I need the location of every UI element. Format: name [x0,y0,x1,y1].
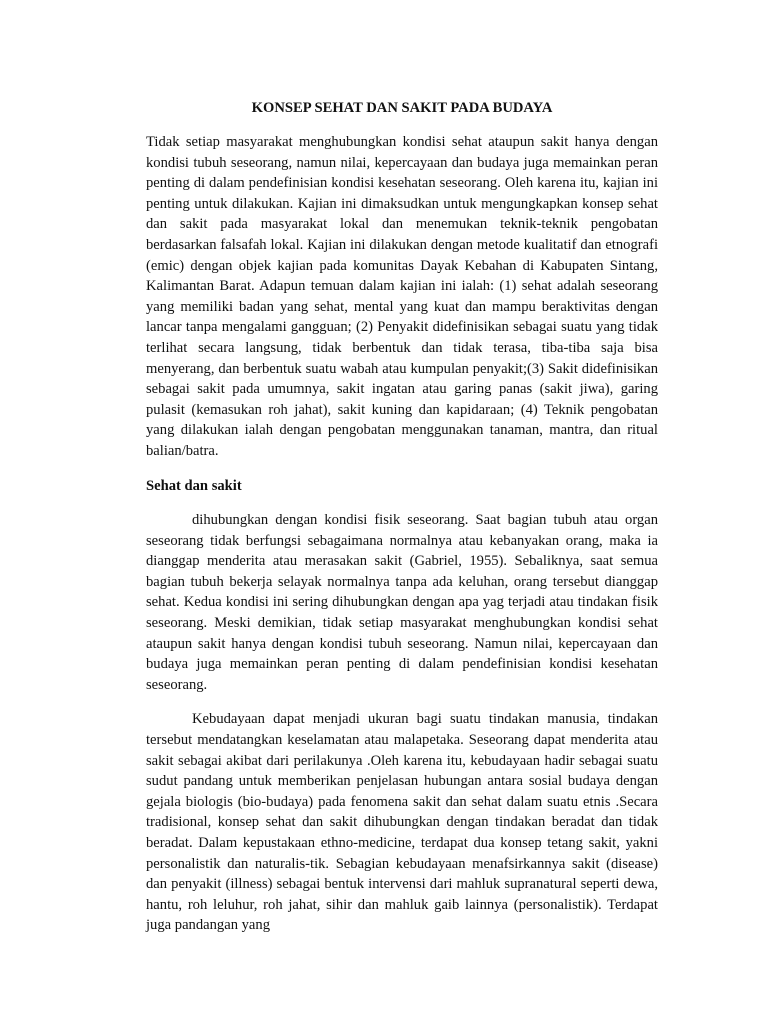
body-paragraph-1: dihubungkan dengan kondisi fisik seseorang. Saat bagian tubuh atau organ seseorang tidak berfungsi sebagaimana normalnya atau kebanyakan orang, maka ia dianggap menderita atau merasakan sakit (Gabriel, 1955). Sebaliknya, saat semua bagian tubuh bekerja selayak normalnya tanpa ada keluhan, orang tersebut dianggap sehat. Kedua kondisi ini sering dihubungkan dengan apa yag terjadi atau tindakan fisik seseorang. Meski demikian, tidak setiap masyarakat menghubungkan kondisi sehat ataupun sakit hanya dengan kondisi tubuh seseorang. Namun nilai, kepercayaan dan budaya juga memainkan peran penting di dalam pendefinisian kondisi kesehatan seseorang. [146,512,658,693]
abstract-paragraph: Tidak setiap masyarakat menghubungkan kondisi sehat ataupun sakit hanya dengan kondisi tubuh seseorang, namun nilai, kepercayaan dan budaya juga memainkan peran penting di dalam pendefinisian kondisi kesehatan seseorang. Oleh karena itu, kajian ini penting untuk dilakukan. Kajian ini dimaksudkan untuk mengungkapkan konsep sehat dan sakit pada masyarakat lokal dan menemukan teknik-teknik pengobatan berdasarkan falsafah lokal. Kajian ini dilakukan dengan metode kualitatif dan etnografi (emic) dengan objek kajian pada komunitas Dayak Kebahan di Kabupaten Sintang, Kalimantan Barat. Adapun temuan dalam kajian ini ialah: (1) sehat adalah seseorang yang memiliki badan yang sehat, mental yang kuat dan mampu beraktivitas dengan lancar tanpa mengalami gangguan; (2) Penyakit didefinisikan sebagai suatu yang tidak terlihat secara langsung, tidak berbentuk dan tidak terasa, tiba-tiba saja bisa menyerang, dan berbentuk suatu wabah atau kumpulan penyakit;(3) Sakit didefinisikan sebagai sakit pada umumnya, sakit ingatan atau garing panas (sakit jiwa), garing pulasit (kemasukan roh jahat), sakit kuning dan kapidaraan; (4) Teknik pengobatan yang dilakukan ialah dengan pengobatan menggunakan tanaman, mantra, dan ritual balian/batra. [146,134,658,459]
document-title: KONSEP SEHAT DAN SAKIT PADA BUDAYA [251,100,553,116]
document-body [146,98,658,950]
body-paragraph-2: Kebudayaan dapat menjadi ukuran bagi suatu tindakan manusia, tindakan tersebut mendatangkan keselamatan atau malapetaka. Seseorang dapat menderita atau sakit sebagai akibat dari perilakunya .Oleh karena itu, kebudayaan hadir sebagai suatu sudut pandang untuk memberikan penjelasan hubungan antara sosial budaya dengan gejala biologis (bio-budaya) pada fenomena sakit dan sehat dalam suatu etnis .Secara tradisional, konsep sehat dan sakit dihubungkan dengan tindakan beradat dan tidak beradat. Dalam kepustakaan ethno-medicine, terdapat dua konsep tetang sakit, yakni personalistik dan naturalis-tik. Sebagian kebudayaan menafsirkannya sakit (disease) dan penyakit (illness) sebagai bentuk intervensi dari mahluk supranatural seperti dewa, hantu, roh leluhur, roh jahat, sihir dan mahluk gaib lainnya (personalistik). Terdapat juga pandangan yang [146,711,658,934]
section-heading: Sehat dan sakit [146,477,242,494]
